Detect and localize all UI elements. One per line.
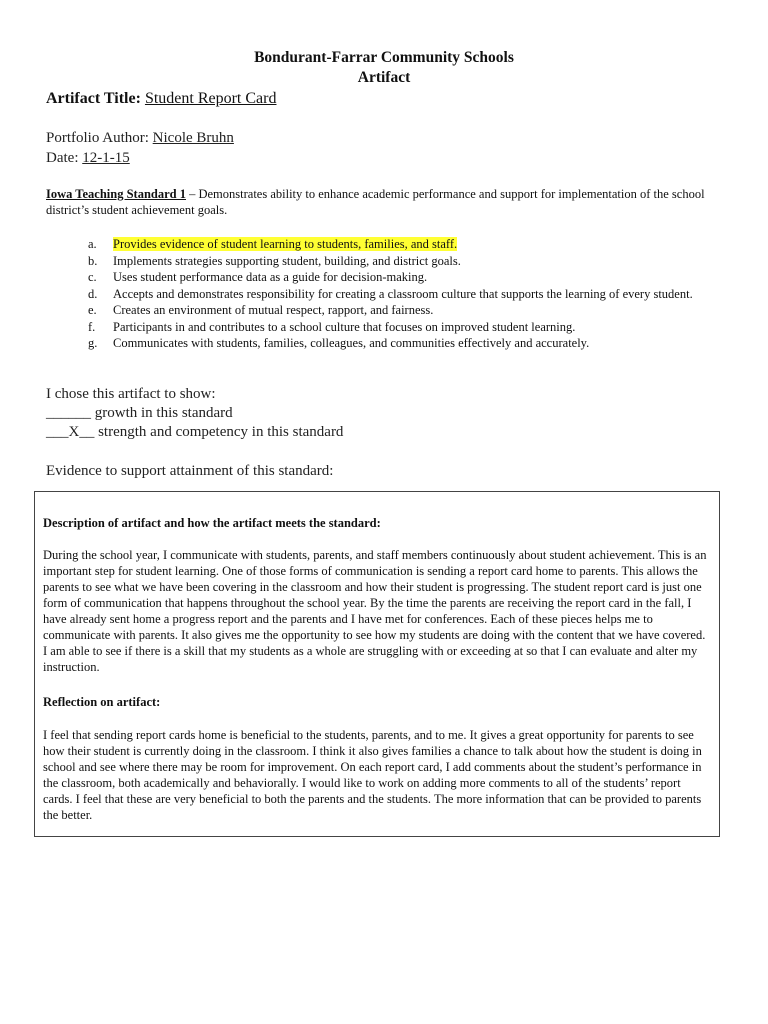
- choice-growth: ______ growth in this standard: [46, 405, 233, 421]
- document-type: Artifact: [357, 69, 411, 86]
- date-label: Date:: [46, 150, 79, 166]
- criteria-text: Creates an environment of mutual respect, rapport, and fairness.: [113, 303, 434, 317]
- criteria-text: Uses student performance data as a guide for decision-making.: [113, 270, 428, 284]
- choice-intro: I chose this artifact to show:: [46, 386, 216, 402]
- reflection-paragraph: I feel that sending report cards home is beneficial to the students, parents, and to me. It gives a great opportunity for parents to see how their student is currently doing in the classroom. I think it also gives families a chance to talk about how the student is doing in school and see where there may be room for improvement. On each report card, I add comments about the student’s performance in the classroom, both academically and behaviorally. I would like to work on adding more comments to all of the students’ report cards. I feel that these are very beneficial to both the parents and the students. The more information that can be provided to parents the better.: [43, 728, 702, 822]
- portfolio-author: [46, 129, 234, 148]
- school-name: Bondurant-Farrar Community Schools: [254, 49, 514, 66]
- date-value: 12-1-15: [82, 150, 130, 166]
- criteria-marker: f.: [88, 319, 96, 334]
- criteria-marker: c.: [88, 270, 97, 284]
- description-paragraph: During the school year, I communicate with students, parents, and staff members continuously about student achievement. This is an important step for student learning. One of those forms of communication is sending a report card home to parents. This allows the parents to see what we have been covering in the classroom and how their student is progressing. The student report card is just one form of communication that happens throughout the school year. By the time the parents are receiving the report card in the fall, I have already sent home a progress report and the parents and I have met for conferences. Each of these pieces helps me to communicate with parents. It also gives me the opportunity to see how my students are doing with the content that we have covered. I am able to see if there is a skill that my students as a whole are struggling with or exceeding at so that I can evaluate and alter my instruction.: [43, 548, 707, 674]
- author-name: Nicole Bruhn: [152, 130, 234, 146]
- reflection-heading: Reflection on artifact:: [43, 695, 161, 709]
- artifact-title: [46, 89, 276, 109]
- criteria-text: Communicates with students, families, colleagues, and communities effectively and accurately.: [113, 336, 590, 350]
- criteria-marker: d.: [88, 286, 98, 301]
- criteria-text: Implements strategies supporting student, building, and district goals.: [113, 253, 461, 268]
- criteria-marker: e.: [88, 303, 97, 317]
- artifact-title-value: Student Report Card: [144, 90, 277, 107]
- criteria-item: [88, 253, 718, 269]
- criteria-marker: b.: [88, 253, 98, 268]
- evidence-box: [34, 491, 720, 837]
- teaching-standard: [46, 186, 726, 218]
- portfolio-date: [46, 149, 130, 168]
- criteria-item: [88, 335, 718, 351]
- evidence-label: Evidence to support attainment of this standard:: [46, 463, 334, 479]
- criteria-item: [88, 302, 718, 318]
- criteria-item: [88, 236, 718, 252]
- author-label: Portfolio Author:: [46, 130, 149, 146]
- criteria-marker: g.: [88, 336, 98, 350]
- criteria-text: Accepts and demonstrates responsibility for creating a classroom culture that supports the learning of every student.: [113, 286, 693, 301]
- criteria-item: [88, 319, 718, 335]
- criteria-item: [88, 269, 718, 285]
- criteria-marker: a.: [88, 237, 97, 251]
- description-heading: Description of artifact and how the artifact meets the standard:: [43, 516, 381, 530]
- artifact-title-label: Artifact Title:: [46, 90, 141, 107]
- criteria-item: [88, 286, 718, 302]
- criteria-text: Provides evidence of student learning to students, families, and staff.: [113, 237, 458, 251]
- criteria-text: Participants in and contributes to a school culture that focuses on improved student learning.: [113, 319, 576, 334]
- standard-description: – Demonstrates ability to enhance academic performance and support for implementation of the school district’s student achievement goals.: [46, 187, 705, 217]
- choice-strength: ___X__ strength and competency in this standard: [46, 424, 344, 440]
- standard-label: Iowa Teaching Standard 1: [46, 187, 186, 201]
- criteria-list: [88, 236, 718, 352]
